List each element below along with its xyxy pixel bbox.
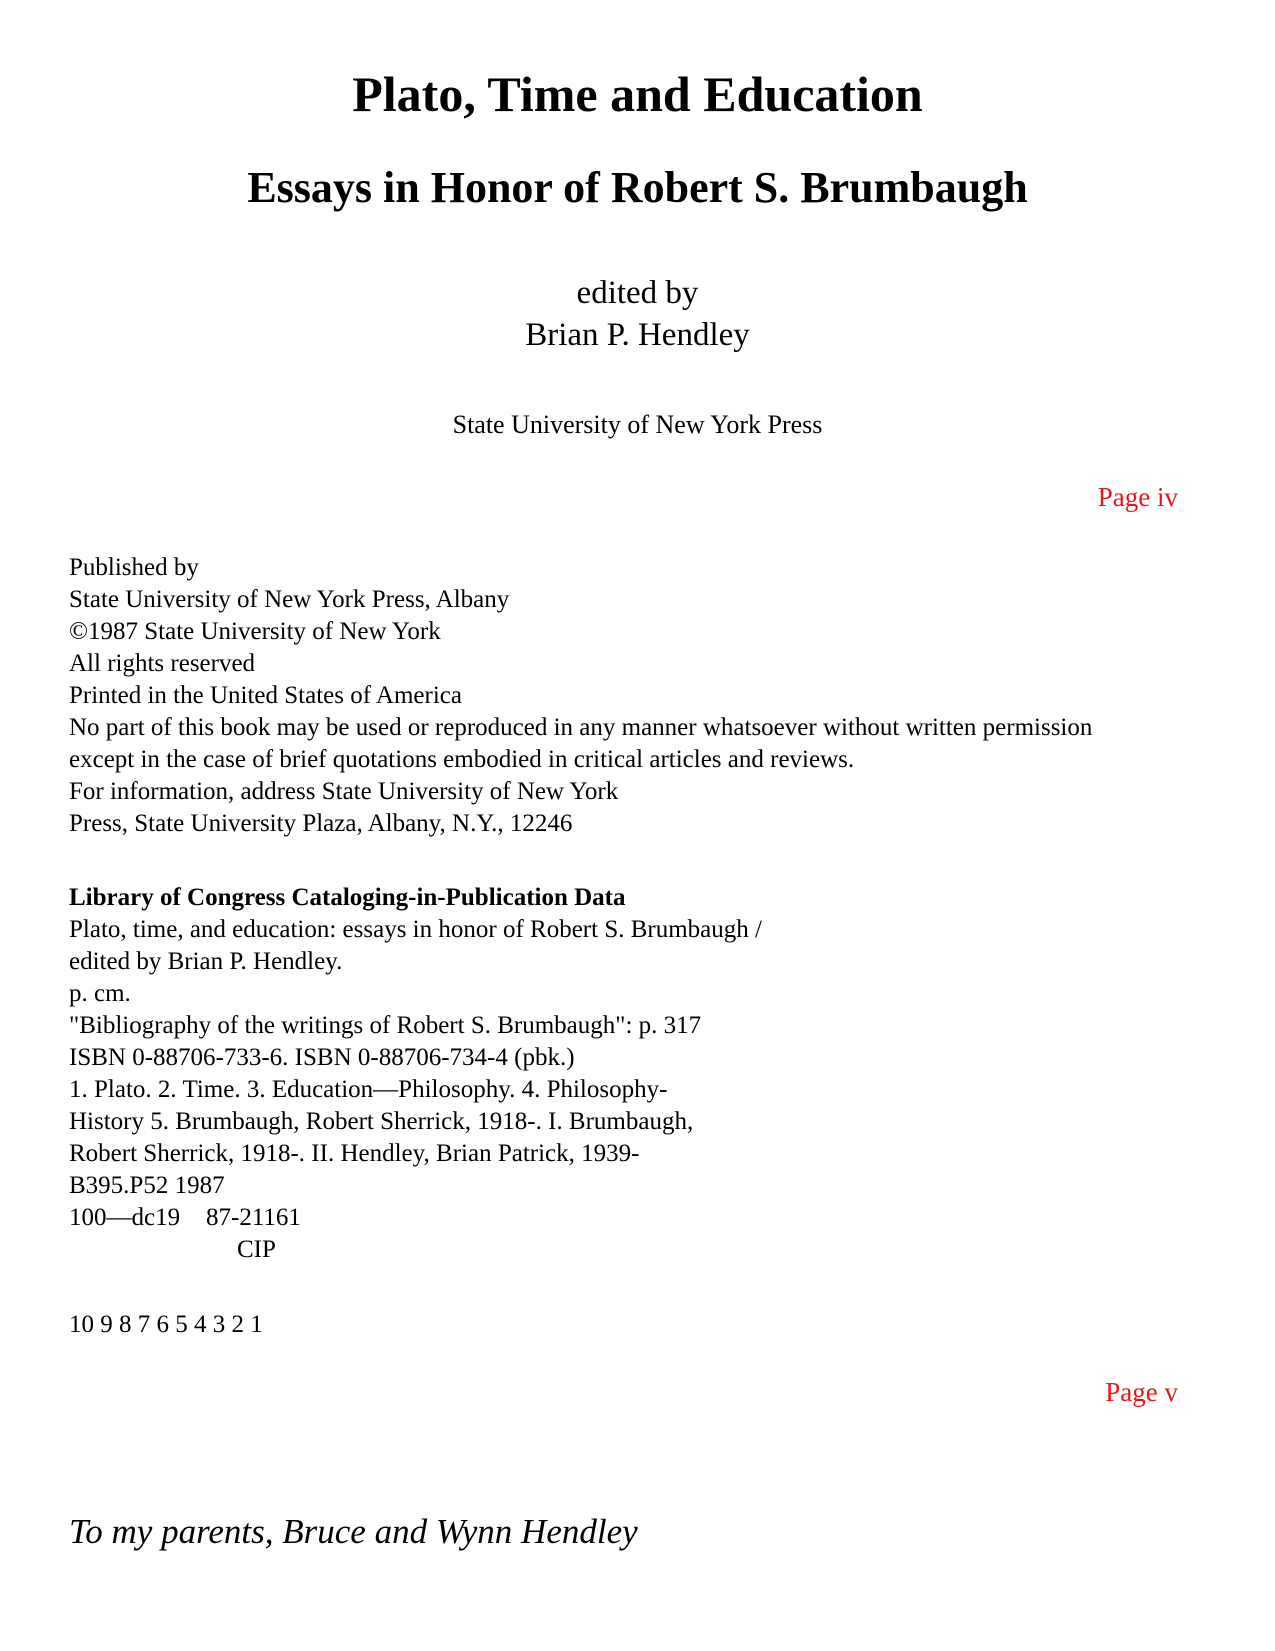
page-marker-iv: Page iv: [1097, 482, 1178, 512]
copyright-line: Printed in the United States of America: [69, 682, 462, 709]
copyright-line: ©1987 State University of New York: [69, 618, 441, 645]
copyright-line: All rights reserved: [69, 650, 256, 677]
cip-mark: CIP: [237, 1236, 276, 1263]
editor-name: Brian P. Hendley: [525, 317, 750, 353]
cip-line: p. cm.: [69, 980, 131, 1007]
cip-line: Plato, time, and education: essays in honor of Robert S. Brumbaugh /: [69, 916, 762, 943]
cip-line: "Bibliography of the writings of Robert S. Brumbaugh": p. 317: [69, 1012, 702, 1039]
copyright-line: except in the case of brief quotations embodied in critical articles and reviews.: [69, 746, 855, 773]
page-marker-v: Page v: [1105, 1377, 1178, 1407]
cip-line: 1. Plato. 2. Time. 3. Education—Philosophy. 4. Philosophy-: [69, 1076, 668, 1103]
printing-number-line: 10 9 8 7 6 5 4 3 2 1: [69, 1311, 263, 1338]
dedication: To my parents, Bruce and Wynn Hendley: [69, 1512, 638, 1551]
cip-classification-row: [69, 1202, 1209, 1234]
publisher-name: State University of New York Press: [452, 410, 823, 439]
copyright-line: No part of this book may be used or reproduced in any manner whatsoever without written permission: [69, 714, 1093, 741]
edited-by-label: edited by: [576, 275, 699, 311]
cip-classification: 100—dc19: [69, 1204, 181, 1231]
cip-lccn: 87-21161: [206, 1204, 301, 1231]
cip-line: edited by Brian P. Hendley.: [69, 948, 343, 975]
cip-line: History 5. Brumbaugh, Robert Sherrick, 1918-. I. Brumbaugh,: [69, 1108, 694, 1135]
cip-line: B395.P52 1987: [69, 1172, 225, 1199]
book-title: Plato, Time and Education: [352, 66, 923, 122]
copyright-line: Published by: [69, 554, 199, 581]
book-subtitle: Essays in Honor of Robert S. Brumbaugh: [247, 163, 1028, 212]
cip-line: ISBN 0-88706-733-6. ISBN 0-88706-734-4 (pbk.): [69, 1044, 575, 1071]
copyright-line: State University of New York Press, Albany: [69, 586, 510, 613]
cip-line: Robert Sherrick, 1918-. II. Hendley, Brian Patrick, 1939-: [69, 1140, 640, 1167]
copyright-block: [69, 552, 1209, 840]
cip-data-block: [69, 882, 1209, 1266]
copyright-line: Press, State University Plaza, Albany, N.Y., 12246: [69, 810, 573, 837]
copyright-line: For information, address State University of New York: [69, 778, 619, 805]
cip-heading: Library of Congress Cataloging-in-Publication Data: [69, 884, 626, 911]
